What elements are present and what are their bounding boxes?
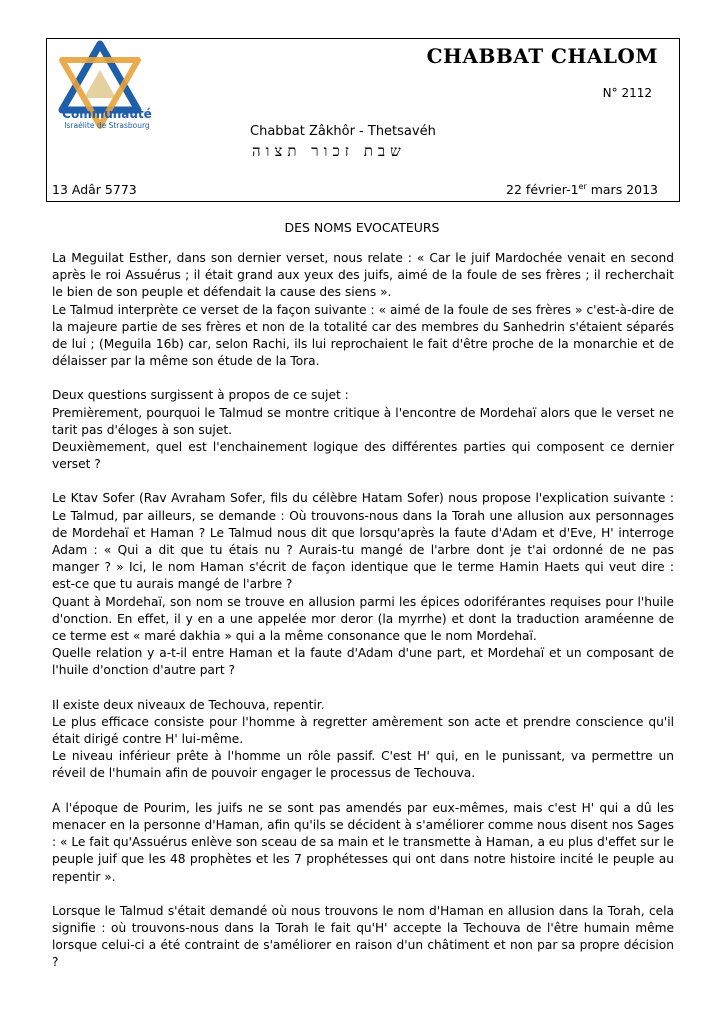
article-paragraph: Le plus efficace consiste pour l'homme à regretter amèrement son acte et prendre conscience qu'il était dirigé contre H' lui-même. <box>52 714 674 747</box>
hebrew-title: שבת זכור תצוה <box>252 142 406 160</box>
article-paragraph: La Meguilat Esther, dans son dernier verset, nous relate : « Car le juif Mardochée venait en second après le roi Assuérus ; il était grand aux yeux des juifs, aimé de la foule de ses frères ; il recherchait le bien de son peuple et défendait la cause des siens ». <box>52 251 674 300</box>
parasha-subtitle: Chabbat Zâkhôr - Thetsavéh <box>250 124 436 139</box>
logo-line-2: Israélite de Strasbourg <box>64 121 150 130</box>
article-paragraph: Il existe deux niveaux de Techouva, repentir. <box>52 697 325 712</box>
logo-line-1: Communauté <box>62 107 152 121</box>
article-paragraph: Le Talmud interprète ce verset de la façon suivante : « aimé de la foule de ses frères » c'est-à-dire de la majeure partie de ses frères et non de la totalité car des membres du Sanhedrin s'étaient séparés de lui ; (Meguila 16b) car, selon Rachi, ils lui reprochaient le fait d'être proche de la monarchie et de délaisser par la même son étude de la Tora. <box>52 302 674 369</box>
article-paragraph: Quant à Mordehaï, son nom se trouve en allusion parmi les épices odoriférantes requises pour l'huile d'onction. En effet, il y en a une appelée mor deror (la myrrhe) et dont la traduction araméenne de ce terme est « maré dakhia » qui a la même consonance que le nom Mordehaï. <box>52 594 674 644</box>
issue-number: N° 2112 <box>602 86 652 100</box>
article-paragraph: Le Ktav Sofer (Rav Avraham Sofer, fils du célèbre Hatam Sofer) nous propose l'explication suivante : Le Talmud, par ailleurs, se demande : Où trouvons-nous dans la Torah une allusion aux personnages de Mordehaï et Haman ? Le Talmud nous dit que lorsqu'après la faute d'Adam et d'Eve, H' interroge Adam : « Qui a dit que tu étais nu ? Aurais-tu mangé de l'arbre dont je t'ai ordonné de ne pas manger ? » Ici, le nom Haman s'écrit de façon identique que le terme Hamin Haets qui veut dire : est-ce que tu aurais mangé de l'arbre ? <box>52 491 674 592</box>
article-paragraph: Quelle relation y a-t-il entre Haman et la faute d'Adam d'une part, et Mordehaï et un composant de l'huile d'onction d'autre part ? <box>52 646 674 678</box>
article-heading: DES NOMS EVOCATEURS <box>284 220 440 235</box>
paragraph-gap <box>52 783 674 800</box>
newsletter-title: CHABBAT CHALOM <box>426 44 658 68</box>
gregorian-date-start: 22 février-1 <box>506 182 579 198</box>
article-paragraph: Deuxièmement, quel est l'enchainement logique des différentes parties qui composent ce dernier verset ? <box>52 440 674 472</box>
gregorian-date-end: mars 2013 <box>586 182 658 198</box>
paragraph-gap <box>52 680 674 697</box>
gregorian-date-sup: er <box>578 182 587 191</box>
article-paragraph: Premièrement, pourquoi le Talmud se montre critique à l'encontre de Mordehaï alors que le verset ne tarit pas d'éloges à son sujet. <box>52 405 674 437</box>
article-paragraph: Le niveau inférieur prête à l'homme un rôle passif. C'est H' qui, en le punissant, va permettre un réveil de l'humain afin de pouvoir engager le processus de Techouva. <box>52 749 674 781</box>
article-body <box>52 250 674 972</box>
article-paragraph: A l'époque de Pourim, les juifs ne se sont pas amendés par eux-mêmes, mais c'est H' qui a dû les menacer en la personne d'Haman, afin qu'ils se décident à s'améliorer comme nous disent nos Sages : « Le fait qu'Assuérus enlève son sceau de sa main et le transmette à Haman, a eu plus d'effet sur le peuple juif que les 48 prophètes et les 7 prophétesses qui ont dans notre histoire incité le peuple au repentir ». <box>52 800 674 884</box>
paragraph-gap <box>52 886 674 903</box>
hebrew-date: 13 Adâr 5773 <box>52 182 137 197</box>
article-paragraph: Lorsque le Talmud s'était demandé où nous trouvons le nom d'Haman en allusion dans la Torah, cela signifie : où trouvons-nous dans la Torah le fait qu'H' accepte la Techouva de l'être humain même lorsque celui-ci a été contraint de s'améliorer en raison d'un châtiment et non par sa propre décision ? <box>52 903 674 970</box>
article-paragraph: Deux questions surgissent à propos de ce sujet : <box>52 388 349 403</box>
logo-text <box>52 108 162 130</box>
paragraph-gap <box>52 370 674 387</box>
gregorian-date <box>506 182 658 197</box>
paragraph-gap <box>52 473 674 490</box>
